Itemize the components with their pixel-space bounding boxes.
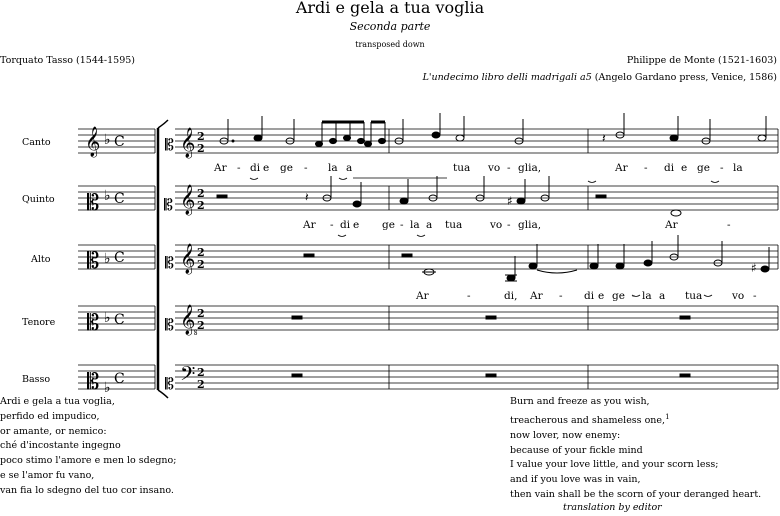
lyric-canto-syllable: ge (280, 162, 293, 174)
treble-clef-icon: 𝄞 (180, 244, 196, 274)
whole-rest-icon (292, 374, 302, 377)
c-clef-icon: 𝄡 (87, 311, 100, 336)
lyric-quinto-hyphen: - (400, 219, 404, 231)
lyric-canto-syllable: e (263, 162, 270, 174)
rests-lower-voices (292, 316, 690, 377)
time-sig-icon: 2 (197, 366, 205, 379)
lyric-quinto-hyphen: - (507, 219, 511, 231)
lyric-quinto-syllable: di (340, 219, 351, 231)
incipit-signs (85, 126, 125, 396)
treble-8-clef-icon: 𝄠 (180, 305, 198, 335)
whole-rest-icon (680, 374, 690, 377)
time-signatures (197, 130, 205, 391)
lyric-canto-syllable: ge (697, 162, 710, 174)
voice-name-canto: Canto (22, 137, 51, 148)
poem-line: poco stimo l'amore e men lo sdegno; (0, 455, 177, 467)
lyric-canto-syllable: di (664, 162, 675, 174)
flat-sign-icon: ♭ (104, 132, 111, 148)
lyric-alto-syllable: Ar (530, 290, 543, 302)
bass-clef-icon: 𝄢 (180, 362, 196, 390)
note (671, 210, 681, 216)
lyric-alto-hyphen: - (467, 290, 471, 302)
lyric-alto-syllable: di (584, 290, 595, 302)
voice-name-basso: Basso (22, 374, 51, 385)
lyric-alto-hyphen: - (632, 290, 636, 302)
flat-sign-icon: ♭ (104, 188, 111, 204)
poem-line: or amante, or nemico: (0, 425, 107, 437)
lyric-quinto-syllable: glia, (518, 219, 542, 231)
c-time-icon: C (114, 250, 125, 266)
lyric-quinto-syllable: tua (445, 219, 463, 231)
poem-line: because of your fickle mind (510, 444, 643, 456)
poem-italian (0, 395, 176, 499)
notes-canto (220, 113, 766, 147)
staff-canto (175, 129, 778, 153)
piece-subtitle: Seconda parte (349, 20, 431, 33)
poem-line: then vain shall be the scorn of your deranged heart. (510, 488, 762, 500)
lyric-canto-hyphen: - (237, 162, 241, 174)
lyric-alto-syllable: tua (685, 290, 703, 302)
poem-line: ché d'incostante ingegno (0, 440, 121, 452)
notes-alto (304, 235, 769, 281)
time-sig-icon: 2 (197, 142, 205, 155)
time-sig-icon: 2 (197, 307, 205, 320)
lyric-canto-syllable: la (733, 162, 743, 174)
c-time-icon: C (114, 134, 125, 150)
lyric-canto-hyphen: - (644, 162, 648, 174)
lyric-quinto-syllable: vo (490, 219, 503, 231)
lyric-canto-hyphen: - (304, 162, 308, 174)
quarter-rest-icon: 𝄽 (305, 190, 309, 204)
piece-title: Ardi e gela a tua voglia (295, 0, 485, 17)
poem-line: Ardi e gela a tua voglia, (0, 396, 115, 407)
sharp-icon: ♯ (751, 261, 757, 275)
time-sig-icon: 2 (197, 130, 205, 143)
voice-name-quinto: Quinto (22, 194, 55, 205)
lyric-quinto-hyphen: - (727, 219, 731, 231)
lyric-alto-syllable: di, (504, 290, 518, 302)
poem-english (510, 395, 761, 503)
lyric-canto-syllable: tua (453, 162, 471, 174)
time-sig-icon: 2 (197, 246, 205, 259)
lyric-alto-hyphen: - (753, 290, 757, 302)
time-sig-icon: 2 (197, 187, 205, 200)
lyric-alto-syllable: e (598, 290, 605, 302)
c-clef-icon: 𝄡 (87, 249, 100, 274)
poem-line: I value your love little, and your scorn less; (510, 459, 719, 471)
c-clef-icon: 𝄡 (87, 370, 100, 395)
voice-name-tenore: Tenore (22, 317, 56, 328)
lyric-quinto-syllable: Ar (303, 219, 316, 231)
whole-rest-icon (680, 316, 690, 319)
lyric-quinto-syllable: Ar (665, 219, 678, 231)
footnote-mark: 1 (665, 412, 670, 421)
ambitus-quinto-icon: 𝄡 (164, 195, 173, 214)
lyric-alto-syllable: a (659, 290, 666, 302)
lyric-canto-syllable: a (346, 162, 353, 174)
whole-rest-icon (486, 316, 496, 319)
lyric-quinto-syllable: ge (382, 219, 395, 231)
staff-alto (175, 245, 778, 269)
poem-line (510, 410, 761, 429)
lyric-canto-syllable: glia, (518, 162, 542, 174)
composer-credit: Philippe de Monte (1521-1603) (626, 55, 777, 66)
whole-rest-icon (402, 254, 412, 257)
whole-rest-icon (292, 316, 302, 319)
poem-line-text: treacherous and shameless one, (510, 414, 666, 426)
lyric-alto-syllable: vo (732, 290, 745, 302)
poem-line: Burn and freeze as you wish, (510, 396, 650, 407)
c-time-icon: C (114, 371, 125, 387)
poem-line: e se l'amor fu vano, (0, 469, 95, 481)
whole-rest-icon (486, 374, 496, 377)
lyric-canto-hyphen: - (720, 162, 724, 174)
poem-line: now lover, now enemy: (510, 429, 621, 441)
whole-rest-icon (217, 195, 227, 198)
poem-line: perfido ed impudico, (0, 410, 100, 422)
ambitus-basso-icon: 𝄡 (165, 374, 174, 393)
ambitus-and-clefs (164, 127, 205, 393)
whole-rest-icon (304, 254, 314, 257)
lyric-canto-syllable: vo (488, 162, 501, 174)
whole-rest-icon (596, 195, 606, 198)
c-time-icon: C (114, 312, 125, 328)
lyric-canto-syllable: di (250, 162, 261, 174)
lyric-alto-syllable: ge (612, 290, 625, 302)
treble-clef-icon: 𝄞 (180, 185, 196, 215)
lyric-canto-hyphen: - (507, 162, 511, 174)
lyric-alto-hyphen: - (559, 290, 563, 302)
quarter-rest-icon: 𝄽 (602, 131, 606, 145)
translation-credit: translation by editor (563, 502, 662, 513)
time-sig-icon: 2 (197, 199, 205, 212)
poem-line: and if you love was in vain, (510, 474, 641, 486)
lyric-canto-syllable: e (681, 162, 688, 174)
poem-line: van fia lo sdegno del tuo cor insano. (0, 484, 174, 496)
time-sig-icon: 2 (197, 258, 205, 271)
time-sig-icon: 2 (197, 378, 205, 391)
poet-credit: Torquato Tasso (1544-1595) (0, 55, 136, 66)
lyric-quinto-hyphen: - (330, 219, 334, 231)
source-publisher: (Angelo Gardano press, Venice, 1586) (591, 72, 777, 83)
sharp-icon: ♯ (507, 194, 513, 208)
time-sig-icon: 2 (197, 319, 205, 332)
lyric-quinto-syllable: a (426, 219, 433, 231)
lyric-canto-syllable: la (328, 162, 338, 174)
lyric-quinto-syllable: e (353, 219, 360, 231)
ambitus-tenore-icon: 𝄡 (165, 315, 174, 334)
c-time-icon: C (114, 191, 125, 207)
voice-name-alto: Alto (31, 254, 51, 265)
note (254, 135, 262, 141)
treble-clef-icon: 𝄞 (85, 127, 101, 157)
lyric-canto-syllable: Ar (615, 162, 628, 174)
flat-sign-icon: ♭ (104, 251, 111, 267)
lyric-alto-syllable: Ar (416, 290, 429, 302)
lyric-alto-syllable: la (642, 290, 652, 302)
flat-sign-icon: ♭ (104, 380, 111, 396)
ambitus-canto-icon: 𝄡 (165, 135, 174, 154)
treble-clef-icon: 𝄞 (180, 128, 196, 158)
source-title: L'undecimo libro delli madrigali a5 (422, 72, 592, 83)
lyric-canto-syllable: Ar (214, 162, 227, 174)
ambitus-alto-icon: 𝄡 (165, 253, 174, 272)
transposition-note: transposed down (355, 40, 425, 49)
flat-sign-icon: ♭ (104, 310, 111, 326)
lyric-quinto-syllable: la (410, 219, 420, 231)
c-clef-icon: 𝄡 (87, 191, 100, 216)
